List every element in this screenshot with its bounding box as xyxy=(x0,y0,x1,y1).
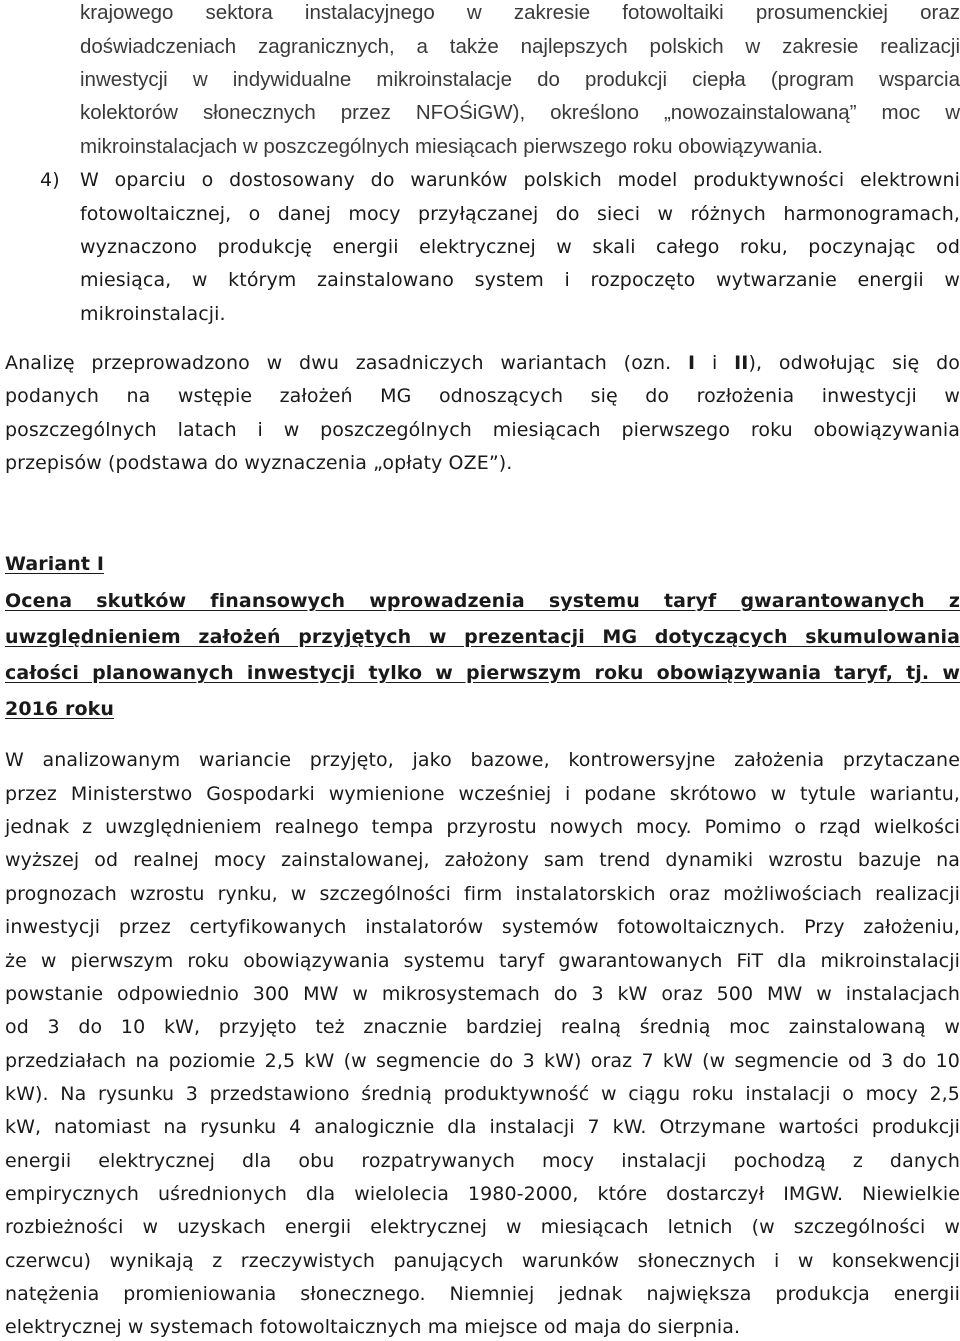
list-item-line: fotowoltaicznej, o danej mocy przyłączanej do sieci w różnych harmonogramach, xyxy=(80,203,960,225)
intro-line: krajowego sektora instalacyjnego w zakresie fotowoltaiki prosumenckiej oraz xyxy=(80,1,960,24)
body-line: elektrycznej w systemach fotowoltaicznych ma miejsce od maja do sierpnia. xyxy=(5,1316,741,1338)
section-heading-line: 2016 roku xyxy=(5,698,114,720)
section-heading-line: całości planowanych inwestycji tylko w pierwszym roku obowiązywania taryf, tj. w xyxy=(5,662,960,684)
body-line: inwestycji przez certyfikowanych instalatorów systemów fotowoltaicznych. Przy założeniu, xyxy=(5,916,960,938)
body-line: czerwcu) wynikają z rzeczywistych panujących warunków słonecznych i w konsekwencji xyxy=(5,1250,960,1272)
analysis-line: Analizę przeprowadzono w dwu zasadniczych wariantach (ozn. I i II), odwołując się do xyxy=(5,352,960,374)
list-item-line: miesiąca, w którym zainstalowano system i rozpoczęto wytwarzanie energii w xyxy=(80,269,960,291)
section-heading-line: uwzględnieniem założeń przyjętych w prezentacji MG dotyczących skumulowania xyxy=(5,626,960,648)
body-line: jednak z uwzględnieniem realnego tempa przyrostu nowych mocy. Pomimo o rząd wielkości xyxy=(5,816,960,838)
body-line: przez Ministerstwo Gospodarki wymienione wcześniej i podane skrótowo w tytule wariantu, xyxy=(5,783,960,805)
list-number: 4) xyxy=(40,169,60,191)
analysis-line: poszczególnych latach i w poszczególnych miesiącach pierwszego roku obowiązywania xyxy=(5,419,960,441)
body-line: kW). Na rysunku 3 przedstawiono średnią produktywność w ciągu roku instalacji o mocy 2,5 xyxy=(5,1083,960,1105)
body-line: kW, natomiast na rysunku 4 analogicznie dla instalacji 7 kW. Otrzymane wartości produkcji xyxy=(5,1116,960,1138)
body-line: że w pierwszym roku obowiązywania systemu taryf gwarantowanych FiT dla mikroinstalacji xyxy=(5,950,960,972)
analysis-line: przepisów (podstawa do wyznaczenia „opłaty OZE”). xyxy=(5,452,513,474)
body-line: przedziałach na poziomie 2,5 kW (w segmencie do 3 kW) oraz 7 kW (w segmencie od 3 do 10 xyxy=(5,1050,960,1072)
body-line: natężenia promieniowania słonecznego. Niemniej jednak największa produkcja energii xyxy=(5,1283,960,1305)
analysis-line: podanych na wstępie założeń MG odnoszących się do rozłożenia inwestycji w xyxy=(5,385,960,407)
body-line: prognozach wzrostu rynku, w szczególności firm instalatorskich oraz możliwościach realizacji xyxy=(5,883,960,905)
list-item-line: mikroinstalacji. xyxy=(80,303,226,325)
body-line: wyższej od realnej mocy zainstalowanej, założony sam trend dynamiki wzrostu bazuje na xyxy=(5,849,960,871)
list-item-line: wyznaczono produkcję energii elektrycznej w skali całego roku, poczynając od xyxy=(80,236,960,258)
variant-title: Wariant I xyxy=(5,553,104,575)
section-heading-line: Ocena skutków finansowych wprowadzenia systemu taryf gwarantowanych z xyxy=(5,590,960,612)
intro-line: doświadczeniach zagranicznych, a także najlepszych polskich w zakresie realizacji xyxy=(80,35,960,58)
body-line: od 3 do 10 kW, przyjęto też znacznie bardziej realną średnią moc zainstalowaną w xyxy=(5,1016,960,1038)
body-line: empirycznych uśrednionych dla wielolecia 1980-2000, które dostarczył IMGW. Niewielkie xyxy=(5,1183,960,1205)
body-line: rozbieżności w uzyskach energii elektrycznej w miesiącach letnich (w szczególności w xyxy=(5,1216,960,1238)
list-item-line: W oparciu o dostosowany do warunków polskich model produktywności elektrowni xyxy=(80,169,960,191)
body-line: W analizowanym wariancie przyjęto, jako bazowe, kontrowersyjne założenia przytaczane xyxy=(5,749,960,771)
intro-line: kolektorów słonecznych przez NFOŚiGW), określono „nowozainstalowaną” moc w xyxy=(80,101,960,124)
intro-line: inwestycji w indywidualne mikroinstalacje do produkcji ciepła (program wsparcia xyxy=(80,68,960,91)
body-line: powstanie odpowiednio 300 MW w mikrosystemach do 3 kW oraz 500 MW w instalacjach xyxy=(5,983,960,1005)
body-line: energii elektrycznej dla obu rozpatrywanych mocy instalacji pochodzą z danych xyxy=(5,1150,960,1172)
intro-line: mikroinstalacjach w poszczególnych miesiącach pierwszego roku obowiązywania. xyxy=(80,135,823,158)
